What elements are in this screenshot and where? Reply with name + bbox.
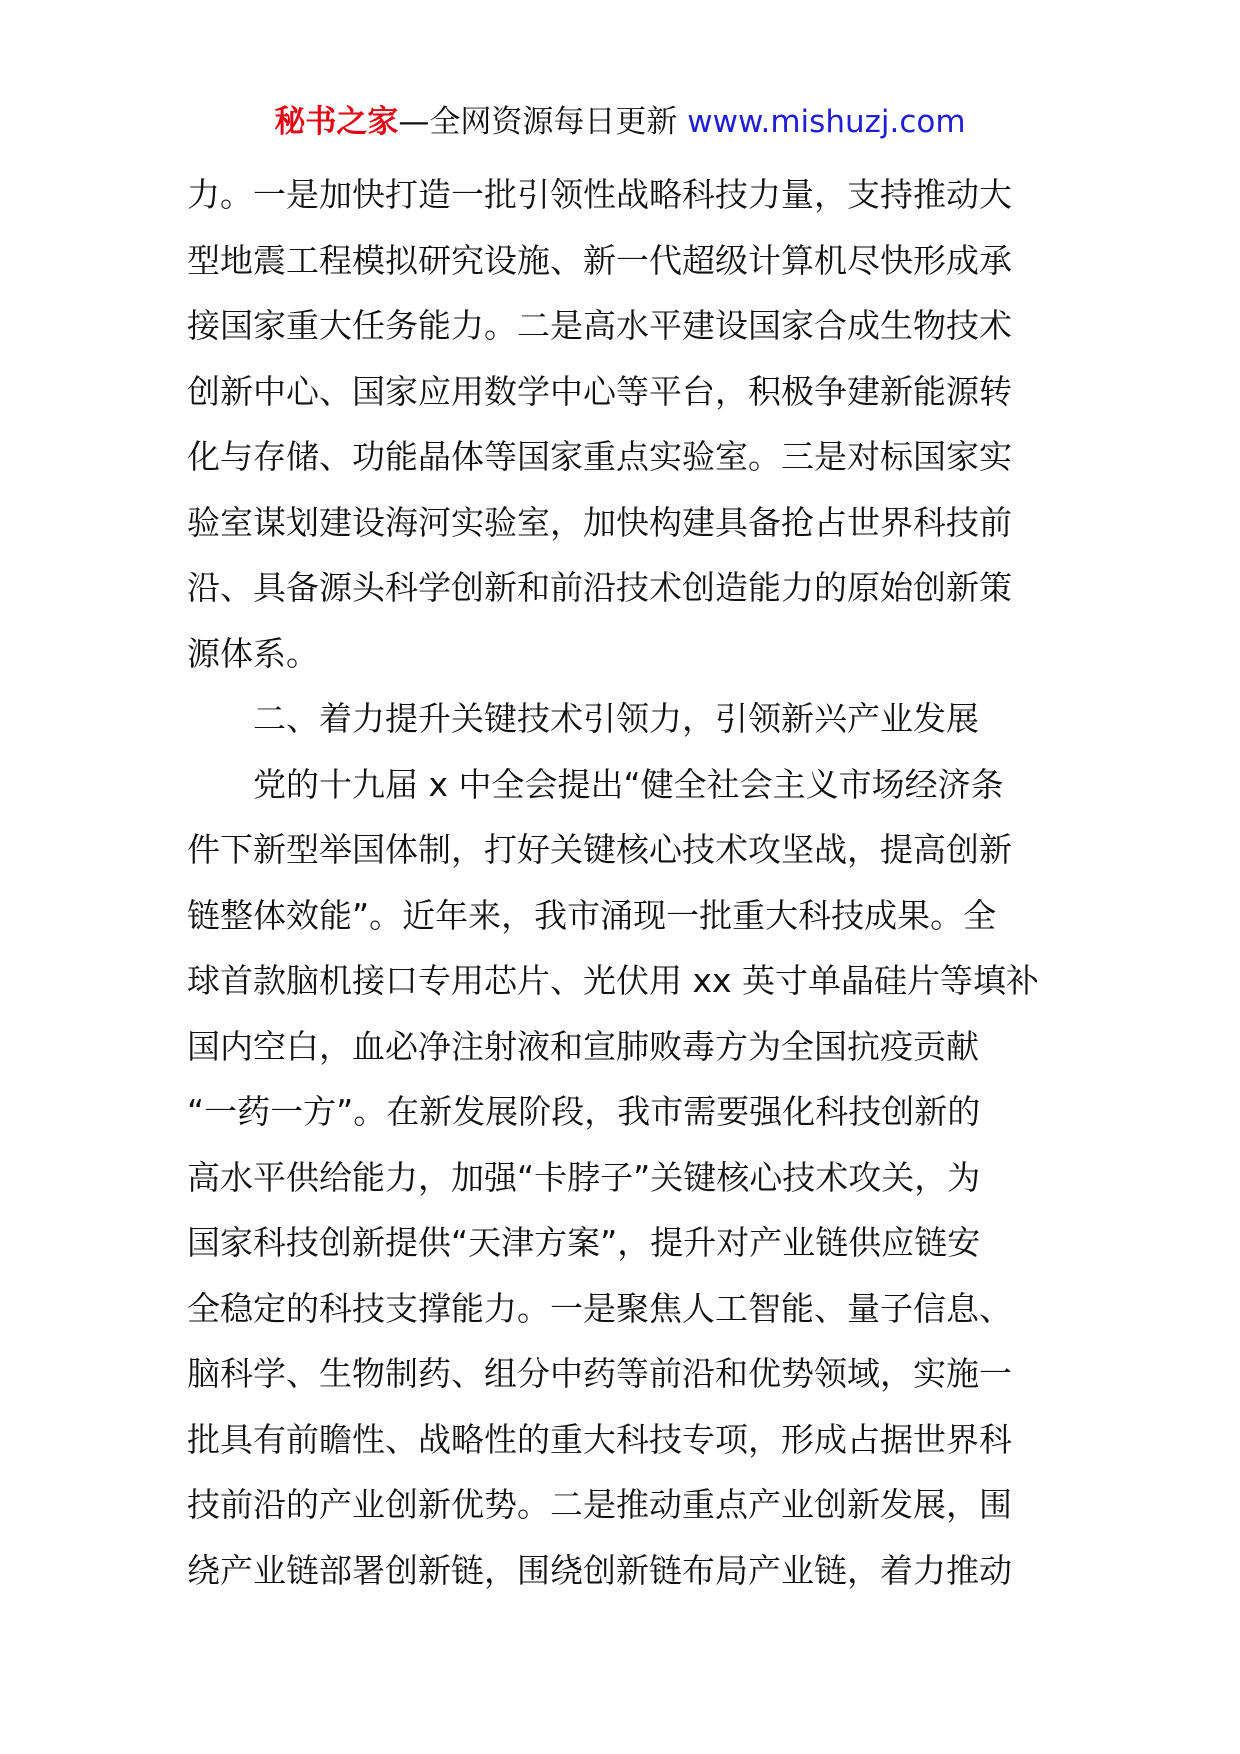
- text-line: 验室谋划建设海河实验室，加快构建具备抢占世界科技前: [187, 502, 1012, 542]
- text-line: 批具有前瞻性、战略性的重大科技专项，形成占据世界科: [187, 1419, 1012, 1459]
- section-heading: 二、着力提升关键技术引领力，引领新兴产业发展: [253, 699, 979, 738]
- site-header: [0, 100, 1240, 144]
- text-line: 全稳定的科技支撑能力。一是聚焦人工智能、量子信息、: [187, 1288, 1012, 1328]
- text-line: 创新中心、国家应用数学中心等平台，积极争建新能源转: [187, 371, 1012, 411]
- text-line: 化与存储、功能晶体等国家重点实验室。三是对标国家实: [187, 437, 1012, 476]
- text-line: 高水平供给能力，加强“卡脖子”关键核心技术攻关，为: [187, 1157, 981, 1197]
- site-brand: 秘书之家: [274, 104, 399, 140]
- text-line: 型地震工程模拟研究设施、新一代超级计算机尽快形成承: [187, 240, 1012, 280]
- text-line: 国家科技创新提供“天津方案”，提升对产业链供应链安: [187, 1223, 981, 1262]
- paragraph-start-line: 党的十九届 x 中全会提出“健全社会主义市场经济条: [253, 764, 1004, 804]
- text-line: 脑科学、生物制药、组分中药等前沿和优势领域，实施一: [187, 1354, 1012, 1393]
- text-line: 链整体效能”。近年来，我市涌现一批重大科技成果。全: [187, 895, 997, 935]
- site-tagline: —全网资源每日更新: [398, 104, 688, 140]
- text-line: 件下新型举国体制，打好关键核心技术攻坚战，提高创新: [187, 830, 1012, 869]
- document-body: [187, 162, 1067, 1603]
- text-line: 沿、具备源头科学创新和前沿技术创造能力的原始创新策: [187, 568, 1012, 607]
- text-line: 国内空白，血必净注射液和宣肺败毒方为全国抗疫贡献: [187, 1026, 979, 1066]
- text-line: 技前沿的产业创新优势。二是推动重点产业创新发展，围: [187, 1485, 1012, 1524]
- text-line: 球首款脑机接口专用芯片、光伏用 xx 英寸单晶硅片等填补: [187, 961, 1040, 1000]
- site-url-link[interactable]: www.mishuzj.com: [687, 104, 966, 140]
- text-line: 接国家重大任务能力。二是高水平建设国家合成生物技术: [187, 306, 1012, 345]
- text-line: “一药一方”。在新发展阶段，我市需要强化科技创新的: [187, 1092, 981, 1131]
- text-line: 源体系。: [187, 633, 319, 673]
- text-line: 力。一是加快打造一批引领性战略科技力量，支持推动大: [187, 175, 1012, 214]
- text-line: 绕产业链部署创新链，围绕创新链布局产业链，着力推动: [187, 1550, 1012, 1590]
